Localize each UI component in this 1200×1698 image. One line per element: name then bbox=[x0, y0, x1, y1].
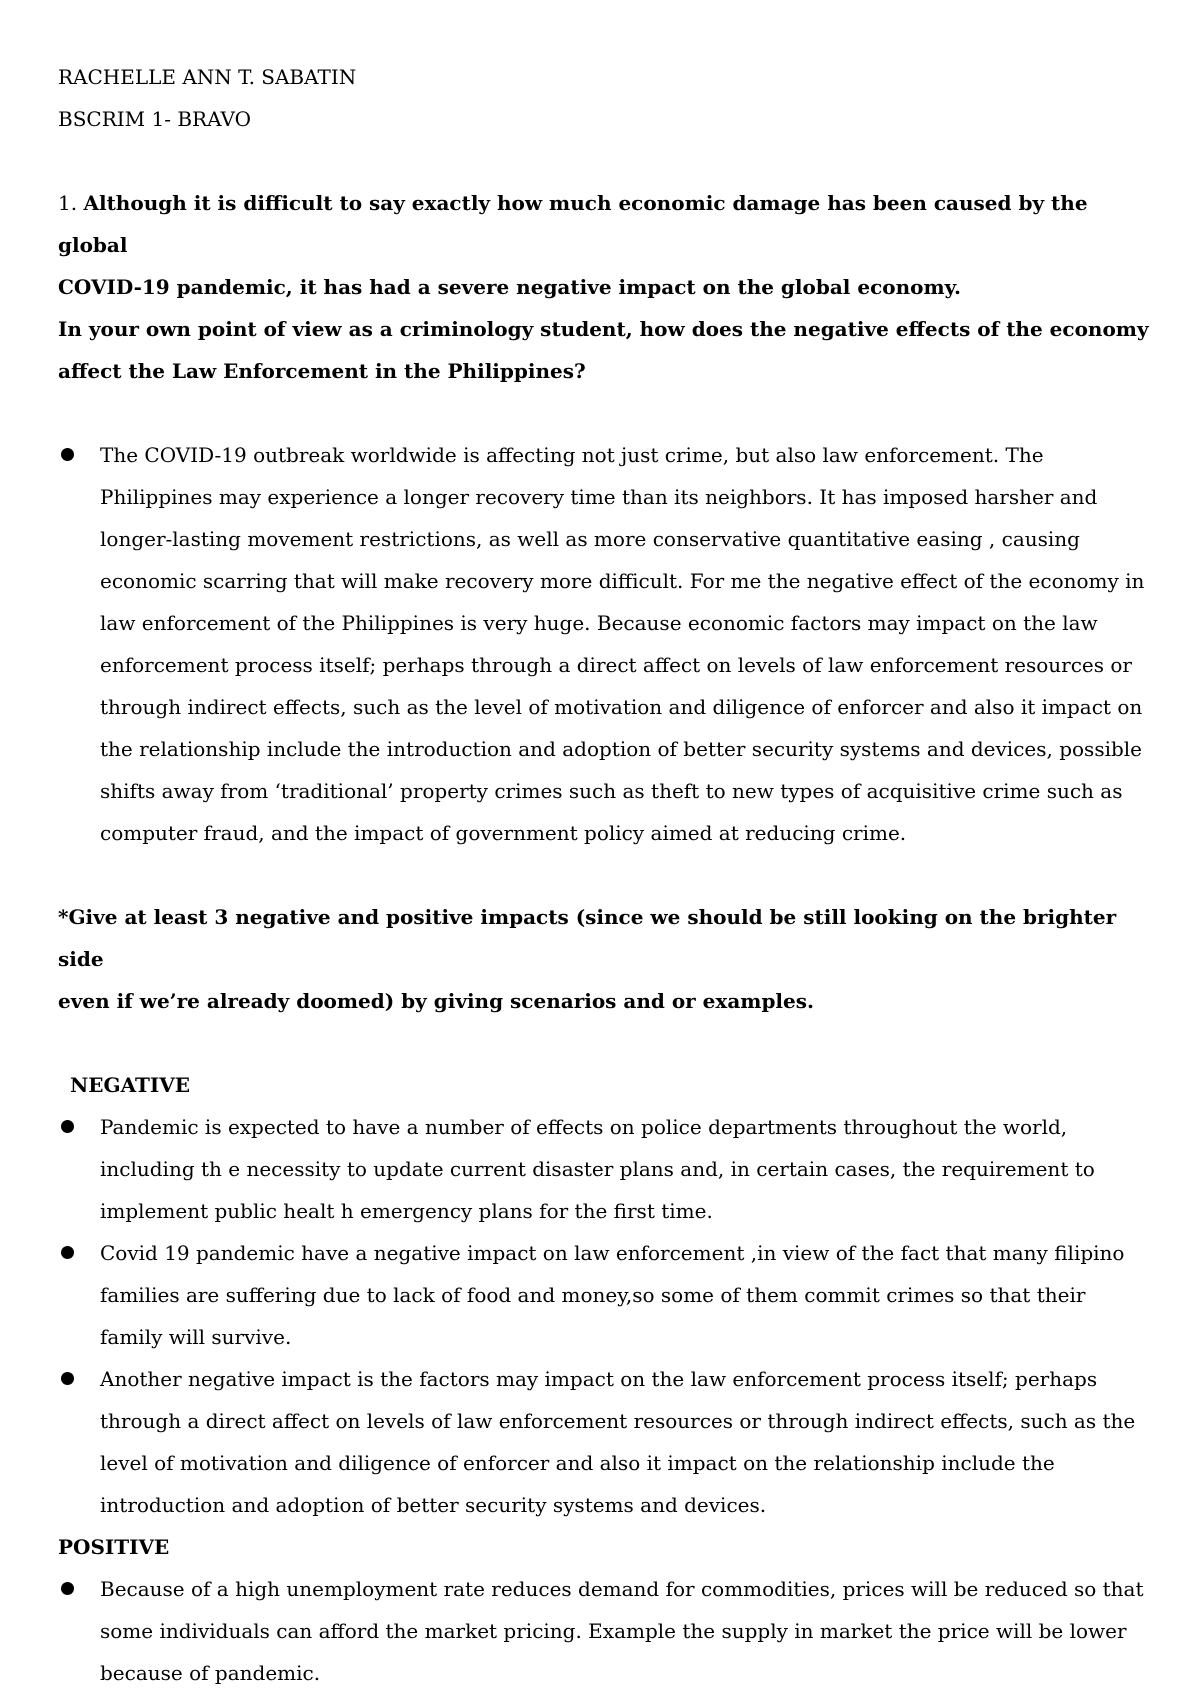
bullet-icon bbox=[61, 1246, 74, 1259]
answer-1-list bbox=[58, 434, 1153, 854]
question-1-line-1-text: Although it is difficult to say exactly how much economic damage has been caused by the global bbox=[58, 191, 1088, 257]
spacer bbox=[58, 392, 1153, 434]
positive-item bbox=[58, 1568, 1153, 1694]
answer-1-text: The COVID-19 outbreak worldwide is affecting not just crime, but also law enforcement. The Philippines may experience a longer recovery time than its neighbors. It has imposed harsher and longer-lasting movement restrictions, as well as more conservative quantitative easing , causing economic scarring that will make recovery more difficult. For me the negative effect of the economy in law enforcement of the Philippines is very huge. Because economic factors may impact on the law enforcement process itself; perhaps through a direct affect on levels of law enforcement resources or through indirect effects, such as the level of motivation and diligence of enforcer and also it impact on the relationship include the introduction and adoption of better security systems and devices, possible shifts away from ‘traditional’ property crimes such as theft to new types of acquisitive crime such as computer fraud, and the impact of government policy aimed at reducing crime. bbox=[100, 443, 1145, 845]
question-1-line-1 bbox=[58, 182, 1153, 266]
negative-list bbox=[58, 1106, 1153, 1526]
question-1-line-2: COVID-19 pandemic, it has had a severe negative impact on the global economy. bbox=[58, 275, 961, 299]
positive-list bbox=[58, 1568, 1153, 1694]
bullet-icon bbox=[61, 1582, 74, 1595]
negative-item bbox=[58, 1358, 1153, 1526]
question-1-line-4: affect the Law Enforcement in the Philippines? bbox=[58, 359, 586, 383]
bullet-icon bbox=[61, 1120, 74, 1133]
question-1-number: 1. bbox=[58, 191, 78, 215]
positive-item-text: Because of a high unemployment rate reduces demand for commodities, prices will be reduced so that some individuals can afford the market pricing. Example the supply in market the price will be lower because of pandemic. bbox=[100, 1577, 1144, 1685]
question-2 bbox=[58, 896, 1153, 1022]
student-section: BSCRIM 1- BRAVO bbox=[58, 107, 252, 131]
negative-item-text: Another negative impact is the factors may impact on the law enforcement process itself; perhaps through a direct affect on levels of law enforcement resources or through indirect effects, such as the level of motivation and diligence of enforcer and also it impact on the relationship include the introduction and adoption of better security systems and devices. bbox=[100, 1367, 1136, 1517]
question-1-line-3: In your own point of view as a criminology student, how does the negative effects of the economy bbox=[58, 317, 1149, 341]
spacer bbox=[58, 140, 1153, 182]
answer-1-item bbox=[58, 434, 1153, 854]
negative-item bbox=[58, 1106, 1153, 1232]
document-page bbox=[58, 56, 1153, 1694]
negative-item-text: Pandemic is expected to have a number of effects on police departments throughout the world, including th e necessity to update current disaster plans and, in certain cases, the requirement to implement public healt h emergency plans for the first time. bbox=[100, 1115, 1095, 1223]
student-name: RACHELLE ANN T. SABATIN bbox=[58, 65, 357, 89]
spacer bbox=[58, 854, 1153, 896]
bullet-icon bbox=[61, 448, 74, 461]
negative-item-text: Covid 19 pandemic have a negative impact on law enforcement ,in view of the fact that many filipino families are suffering due to lack of food and money,so some of them commit crimes so that their family will survive. bbox=[100, 1241, 1125, 1349]
question-2-line-2: even if we’re already doomed) by giving scenarios and or examples. bbox=[58, 989, 814, 1013]
question-2-line-1: *Give at least 3 negative and positive impacts (since we should be still looking on the brighter side bbox=[58, 905, 1117, 971]
negative-item bbox=[58, 1232, 1153, 1358]
bullet-icon bbox=[61, 1372, 74, 1385]
negative-heading: NEGATIVE bbox=[70, 1073, 191, 1097]
question-1 bbox=[58, 182, 1153, 392]
spacer bbox=[58, 1022, 1153, 1064]
positive-heading: POSITIVE bbox=[58, 1535, 170, 1559]
